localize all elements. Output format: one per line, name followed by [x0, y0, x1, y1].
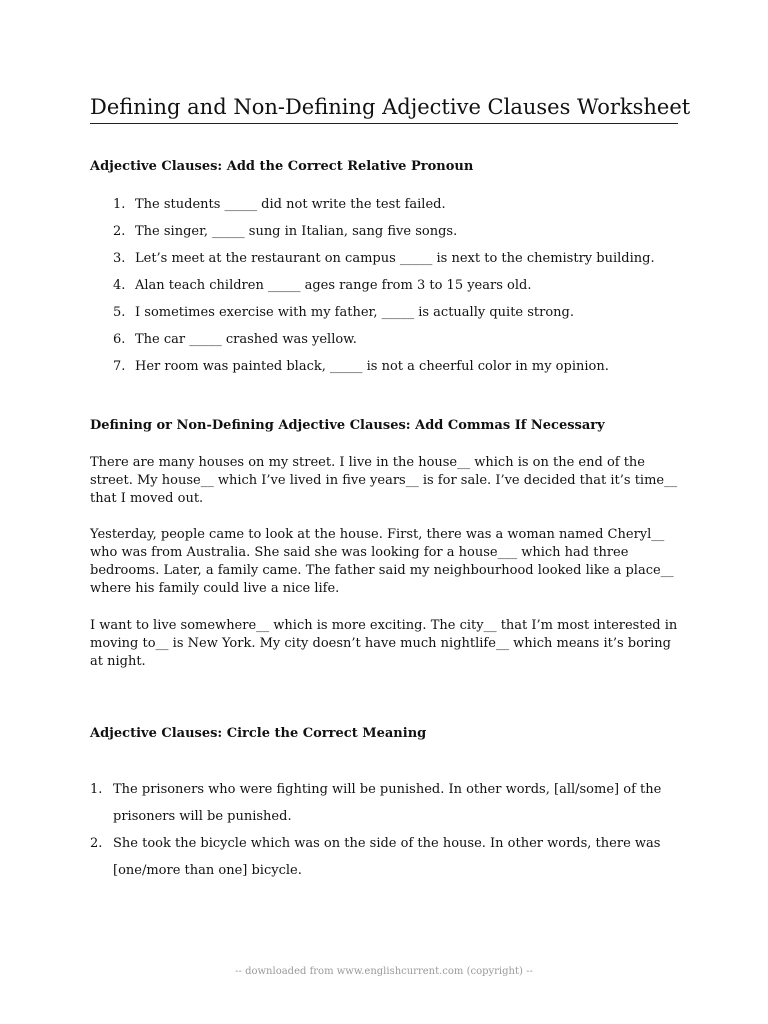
- list-item: [90, 358, 678, 385]
- section3-heading: Adjective Clauses: Circle the Correct Meaning: [90, 726, 427, 741]
- item-text: I sometimes exercise with my father, _____ is actually quite strong.: [135, 305, 575, 320]
- section1-list: [90, 196, 678, 385]
- item-number: 3.: [113, 251, 126, 266]
- item-number: 7.: [113, 359, 126, 374]
- item-number: 1.: [113, 197, 126, 212]
- list-item: [90, 223, 678, 250]
- list-item: [90, 250, 678, 277]
- item-number: 1.: [90, 782, 103, 797]
- paragraph: Yesterday, people came to look at the house. First, there was a woman named Cheryl__ who was from Australia. She said she was looking for a house___ which had three bedrooms. Later, a family came. The father said my neighbourhood looked like a place__ where his family could live a nice life.: [90, 527, 674, 596]
- item-text: Alan teach children _____ ages range from 3 to 15 years old.: [135, 278, 532, 293]
- item-number: 4.: [113, 278, 126, 293]
- paragraph: I want to live somewhere__ which is more exciting. The city__ that I’m most interested in moving to__ is New York. My city doesn’t have much nightlife__ which means it’s boring at night.: [90, 618, 678, 669]
- item-number: 2.: [113, 224, 126, 239]
- paragraph: There are many houses on my street. I live in the house__ which is on the end of the street. My house__ which I’ve lived in five years__ is for sale. I’ve decided that it’s time__ that I moved out.: [90, 455, 678, 506]
- list-item: [90, 277, 678, 304]
- item-number: 5.: [113, 305, 126, 320]
- list-item: [90, 304, 678, 331]
- item-text: Her room was painted black, _____ is not a cheerful color in my opinion.: [135, 359, 609, 374]
- item-number: 6.: [113, 332, 126, 347]
- item-text: The students _____ did not write the test failed.: [135, 197, 446, 212]
- item-number: 2.: [90, 836, 103, 851]
- page-title: Defining and Non-Defining Adjective Clauses Worksheet: [90, 94, 678, 124]
- section1-heading: Adjective Clauses: Add the Correct Relative Pronoun: [90, 159, 474, 174]
- list-item: [90, 196, 678, 223]
- section2-heading: Defining or Non-Defining Adjective Clauses: Add Commas If Necessary: [90, 418, 605, 433]
- item-text: The car _____ crashed was yellow.: [135, 332, 357, 347]
- item-text: She took the bicycle which was on the side of the house. In other words, there was [one/more than one] bicycle.: [113, 836, 661, 878]
- list-item: [90, 830, 678, 884]
- item-text: The prisoners who were fighting will be punished. In other words, [all/some] of the prisoners will be punished.: [113, 782, 662, 824]
- list-item: [90, 776, 678, 830]
- footer-note: -- downloaded from www.englishcurrent.com (copyright) --: [235, 966, 533, 977]
- item-text: The singer, _____ sung in Italian, sang five songs.: [135, 224, 458, 239]
- section3-list: [90, 776, 678, 884]
- list-item: [90, 331, 678, 358]
- item-text: Let’s meet at the restaurant on campus _____ is next to the chemistry building.: [135, 251, 655, 266]
